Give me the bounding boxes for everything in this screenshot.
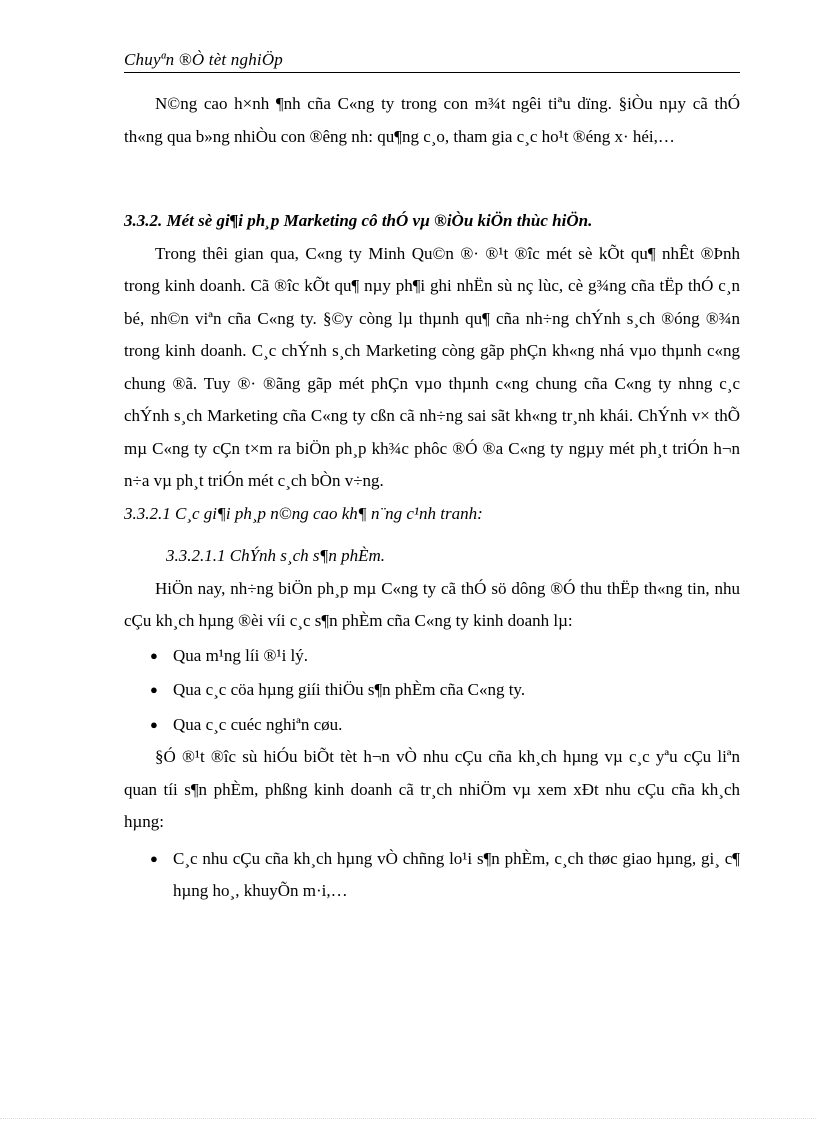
subsubsection-heading-3-3-2-1-1: 3.3.2.1.1 ChÝnh s¸ch s¶n phÈm. [166, 546, 386, 565]
section-heading-3-3-2: 3.3.2. Mét sè gi¶i ph¸p Marketing cô thÓ vµ ®iÒu kiÖn thùc hiÖn. [124, 211, 593, 230]
list-item [124, 674, 740, 707]
bullet-list-2 [124, 843, 740, 908]
list-item-text: Qua c¸c cöa hµng giíi thiÖu s¶n phÈm cña C«ng ty. [173, 680, 526, 699]
list-item-text: Qua m¹ng líi ®¹i lý. [173, 645, 309, 665]
paragraph-1: N©ng cao h×nh ¶nh cña C«ng ty trong con m¾t ngêi tiªu dïng. §iÒu nµy cã thÓ th«ng qua b»ng nhiÒu con ®êng nh: qu¶ng c¸o, tham gia c¸c ho¹t ®éng x· héi,… [124, 94, 740, 146]
header-divider [124, 72, 740, 73]
bullet-icon: ● [150, 682, 158, 697]
subsection-heading-3-3-2-1: 3.3.2.1 C¸c gi¶i ph¸p n©ng cao kh¶ n¨ng c¹nh tranh: [124, 503, 483, 523]
page-bottom-edge [0, 1118, 816, 1119]
paragraph-2: Trong thêi gian qua, C«ng ty Minh Qu©n ®· ®¹t ®îc mét sè kÕt qu¶ nhÊt ®Þnh trong kinh doanh. Cã ®îc kÕt qu¶ nµy ph¶i ghi nhËn sù nç lùc, cè g¾ng cña tËp thÓ c¸n bé, nh©n viªn cña C«ng ty. §©y còng lµ thµnh qu¶ cña nh÷ng chÝnh s¸ch ®óng ®¾n trong kinh doanh. C¸c chÝnh s¸ch Marketing còng gãp phÇn kh«ng nhá vµo thµnh c«ng chung ®ã. Tuy ®· ®ãng gãp mét phÇn vµo thµnh c«ng chung cña C«ng ty nhng c¸c chÝnh s¸ch Marketing cña C«ng ty cßn cã nh÷ng sai sãt kh«ng tr¸nh khái. ChÝnh v× thÕ mµ C«ng ty cÇn t×m ra biÖn ph¸p kh¾c phôc ®Ó ®a C«ng ty ngµy mét ph¸t triÓn h¬n n÷a vµ ph¸t triÓn mét c¸ch bÒn v÷ng. [124, 243, 740, 490]
bullet-icon: ● [150, 647, 158, 663]
bullet-icon: ● [150, 716, 158, 732]
list-item [124, 640, 740, 673]
list-item-text: C¸c nhu cÇu cña kh¸ch hµng vÒ chñng lo¹i s¶n phÈm, c¸ch thøc giao hµng, gi¸ c¶ hµng ho¸, khuyÕn m·i,… [173, 848, 740, 900]
bullet-icon: ● [150, 850, 158, 866]
paragraph-4: §Ó ®¹t ®îc sù hiÓu biÕt tèt h¬n vÒ nhu cÇu cña kh¸ch hµng vµ c¸c yªu cÇu liªn quan tíi s¶n phÈm, phßng kinh doanh cã tr¸ch nhiÖm vµ xem xÐt nhu cÇu cña kh¸ch hµng: [124, 747, 740, 831]
paragraph-3: HiÖn nay, nh÷ng biÖn ph¸p mµ C«ng ty cã thÓ sö dông ®Ó thu thËp th«ng tin, nhu cÇu kh¸ch hµng ®èi víi c¸c s¶n phÈm cña C«ng ty kinh doanh lµ: [124, 578, 740, 630]
bullet-list-1 [124, 640, 740, 742]
running-header: Chuyªn ®Ò tèt nghiÖp [124, 50, 284, 69]
list-item [124, 843, 740, 908]
list-item-text: Qua c¸c cuéc nghiªn cøu. [173, 714, 343, 734]
list-item [124, 709, 740, 742]
document-body [124, 88, 740, 908]
